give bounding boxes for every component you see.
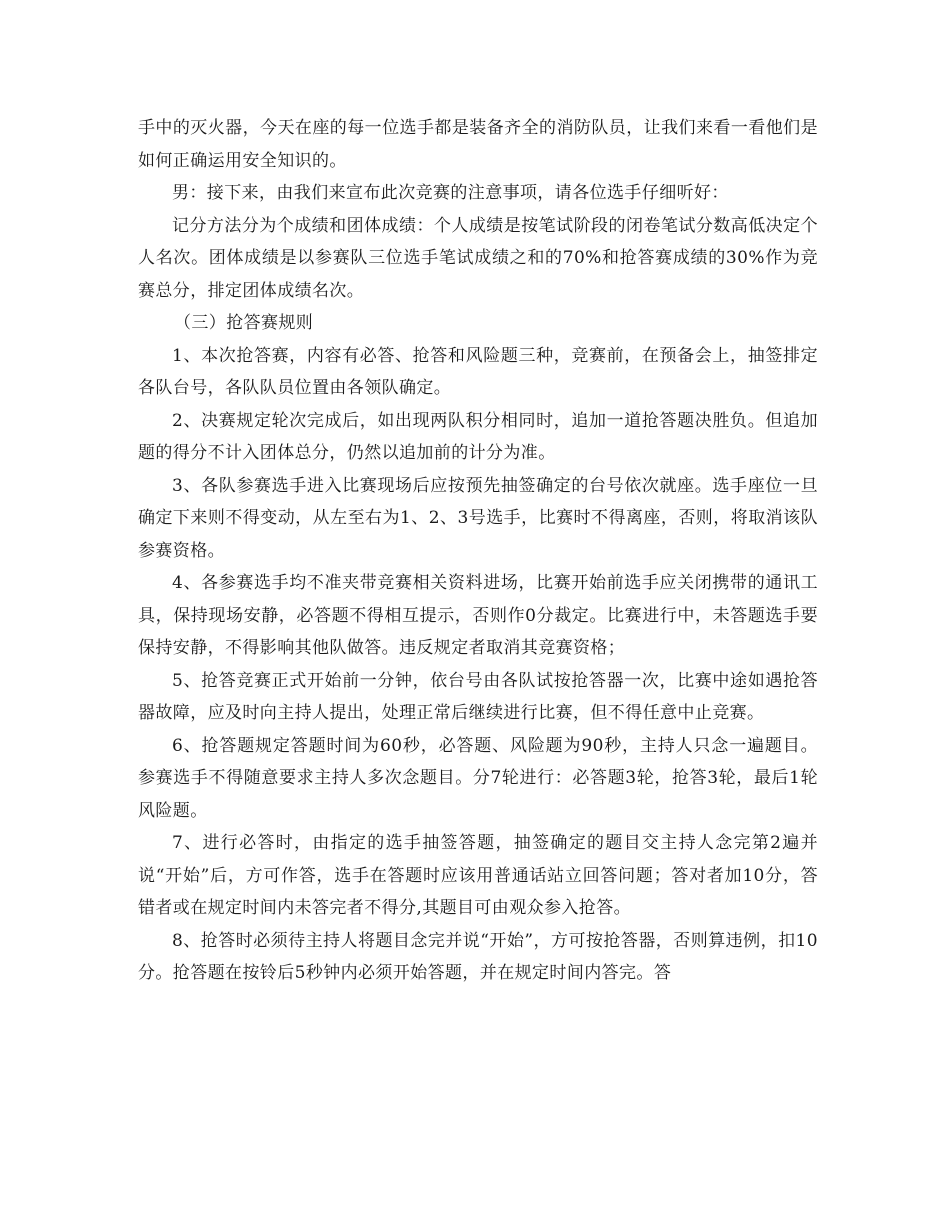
- rule-item-1: 1、本次抢答赛，内容有必答、抢答和风险题三种，竞赛前，在预备会上，抽签排定各队台号，各队队员位置由各领队确定。: [138, 345, 818, 398]
- paragraph-scoring-method: 记分方法分为个成绩和团体成绩：个人成绩是按笔试阶段的闭卷笔试分数高低决定个人名次。团体成绩是以参赛队三位选手笔试成绩之和的70%和抢答赛成绩的30%作为竞赛总分，排定团体成绩名次。: [138, 215, 818, 301]
- rule-item-5: 5、抢答竞赛正式开始前一分钟，依台号由各队试按抢答器一次，比赛中途如遇抢答器故障，应及时向主持人提出，处理正常后继续进行比赛，但不得任意中止竞赛。: [138, 670, 818, 723]
- document-page: [138, 112, 818, 990]
- rule-item-8: 8、抢答时必须待主持人将题目念完并说“开始”，方可按抢答器，否则算违例，扣10分。抢答题在按铃后5秒钟内必须开始答题，并在规定时间内答完。答: [138, 930, 818, 983]
- rule-item-7: 7、进行必答时，由指定的选手抽签答题，抽签确定的题目交主持人念完第2遍并说“开始”后，方可作答，选手在答题时应该用普通话站立回答问题；答对者加10分，答错者或在规定时间内未答完者不得分,其题目可由观众参入抢答。: [138, 833, 818, 918]
- rule-item-6: 6、抢答题规定答题时间为60秒，必答题、风险题为90秒，主持人只念一遍题目。参赛选手不得随意要求主持人多次念题目。分7轮进行：必答题3轮，抢答3轮，最后1轮风险题。: [138, 735, 818, 821]
- rule-item-3: 3、各队参赛选手进入比赛现场后应按预先抽签确定的台号依次就座。选手座位一旦确定下来则不得变动，从左至右为1、2、3号选手，比赛时不得离座，否则，将取消该队参赛资格。: [138, 475, 818, 561]
- section-heading-quiz-rules: （三）抢答赛规则: [174, 313, 314, 333]
- rule-item-2: 2、决赛规定轮次完成后，如出现两队积分相同时，追加一道抢答题决胜负。但追加题的得分不计入团体总分，仍然以追加前的计分为准。: [138, 410, 818, 463]
- paragraph-intro-continued: 手中的灭火器，今天在座的每一位选手都是装备齐全的消防队员，让我们来看一看他们是如何正确运用安全知识的。: [138, 118, 818, 171]
- paragraph-host-announcement: 男：接下来，由我们来宣布此次竞赛的注意事项，请各位选手仔细听好：: [172, 183, 729, 203]
- rule-item-4: 4、各参赛选手均不准夹带竞赛相关资料进场，比赛开始前选手应关闭携带的通讯工具，保持现场安静，必答题不得相互提示，否则作0分裁定。比赛进行中，未答题选手要保持安静，不得影响其他队做答。违反规定者取消其竞赛资格；: [138, 573, 818, 658]
